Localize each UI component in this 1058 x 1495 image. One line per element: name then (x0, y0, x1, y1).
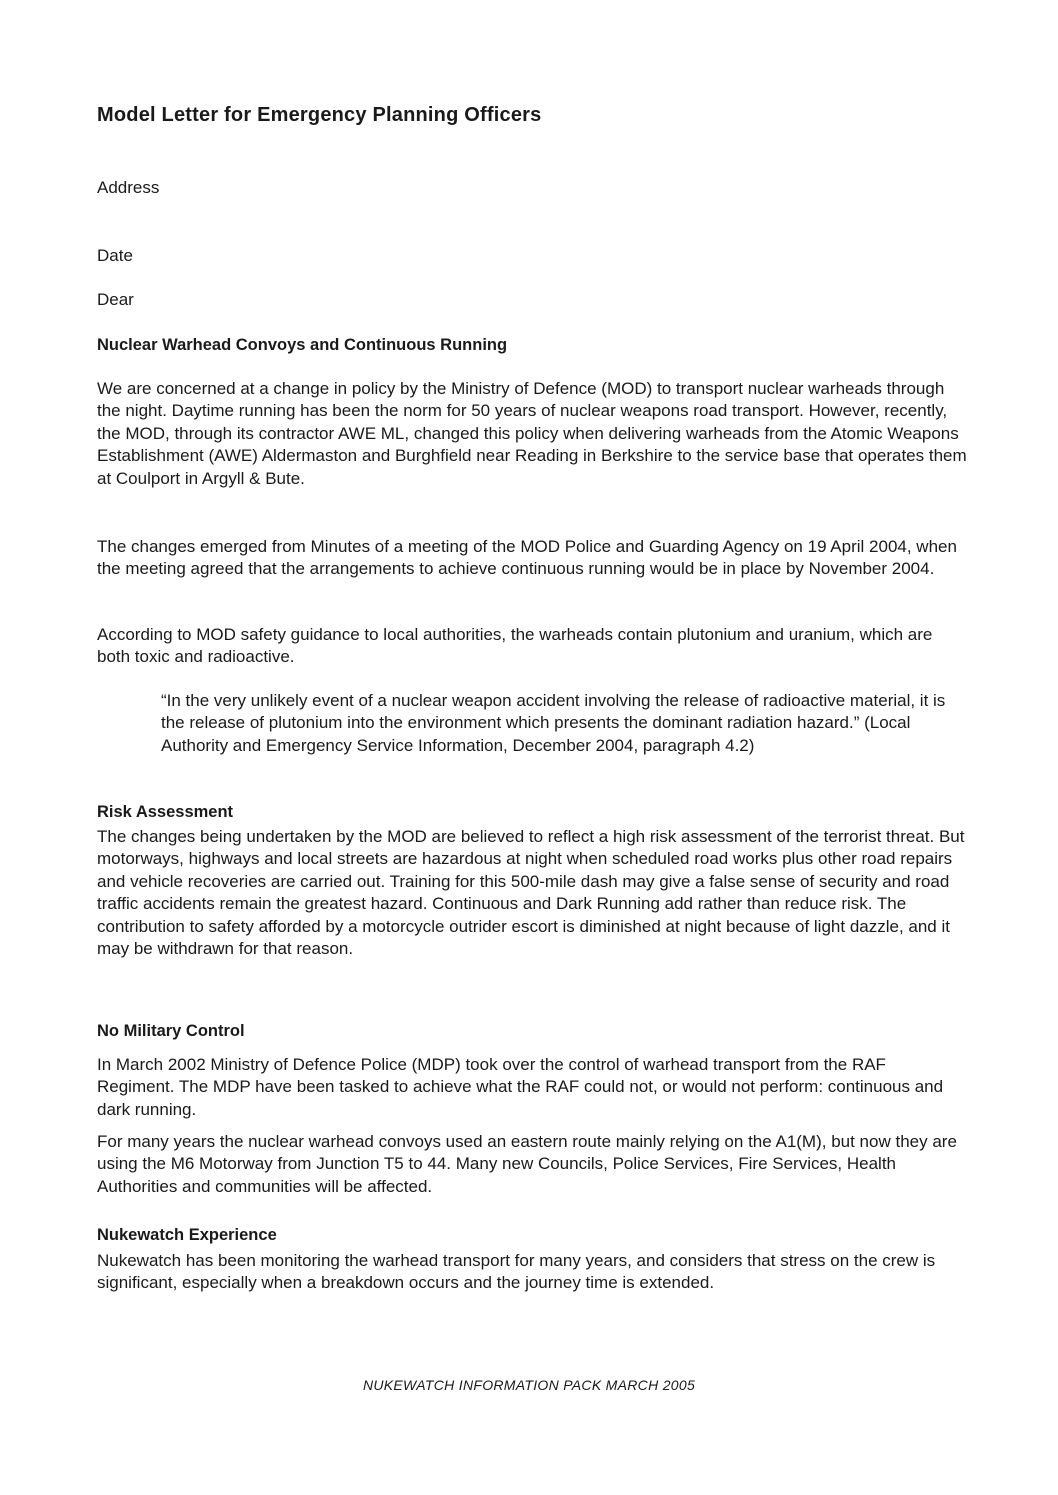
nukewatch-experience-paragraph: Nukewatch has been monitoring the warhead transport for many years, and considers that stress on the crew is significant, especially when a breakdown occurs and the journey time is extended. (97, 1251, 936, 1293)
risk-assessment-paragraph: The changes being undertaken by the MOD are believed to reflect a high risk assessment of the terrorist threat. But motorways, highways and local streets are hazardous at night when scheduled road works plus other road repairs and vehicle recoveries are carried out. Training for this 500-mile dash may give a false sense of security and road traffic accidents remain the greatest hazard. Continuous and Dark Running add rather than reduce risk. The contribution to safety afforded by a motorcycle outrider escort is diminished at night because of light dazzle, and it may be withdrawn for that reason. (97, 827, 965, 959)
section-heading-nukewatch-experience: Nukewatch Experience (97, 1226, 277, 1244)
guidance-paragraph: According to MOD safety guidance to local authorities, the warheads contain plutonium and uranium, which are both toxic and radioactive. (97, 625, 933, 667)
military-control-paragraph-1: In March 2002 Ministry of Defence Police (MDP) took over the control of warhead transport from the RAF Regiment. The MDP have been tasked to achieve what the RAF could not, or would not perform: continuous and dark running. (97, 1055, 944, 1119)
section-heading-no-military-control: No Military Control (97, 1022, 245, 1040)
intro-paragraph: We are concerned at a change in policy by the Ministry of Defence (MOD) to transport nuclear warheads through the night. Daytime running has been the norm for 50 years of nuclear weapons road transport. However, recently, the MOD, through its contractor AWE ML, changed this policy when delivering warheads from the Atomic Weapons Establishment (AWE) Aldermaston and Burghfield near Reading in Berkshire to the service base that operates them at Coulport in Argyll & Bute. (97, 379, 967, 488)
guidance-quote: “In the very unlikely event of a nuclear weapon accident involving the release of radioactive material, it is the release of plutonium into the environment which presents the dominant radiation hazard.” (Local Authority and Emergency Service Information, December 2004, paragraph 4.2) (161, 691, 946, 755)
document-title: Model Letter for Emergency Planning Officers (97, 104, 542, 126)
military-control-paragraph-2: For many years the nuclear warhead convoys used an eastern route mainly relying on the A1(M), but now they are using the M6 Motorway from Junction T5 to 44. Many new Councils, Police Services, Fire Services, Health Authorities and communities will be affected. (97, 1132, 957, 1196)
changes-paragraph: The changes emerged from Minutes of a meeting of the MOD Police and Guarding Agency on 19 April 2004, when the meeting agreed that the arrangements to achieve continuous running would be in place by November 2004. (97, 537, 957, 579)
subject-heading: Nuclear Warhead Convoys and Continuous Running (97, 336, 508, 354)
section-heading-risk-assessment: Risk Assessment (97, 803, 234, 821)
page-footer: NUKEWATCH INFORMATION PACK MARCH 2005 (362, 1377, 696, 1393)
salutation: Dear (97, 290, 134, 309)
address-label: Address (97, 178, 160, 197)
date-label: Date (97, 246, 133, 265)
